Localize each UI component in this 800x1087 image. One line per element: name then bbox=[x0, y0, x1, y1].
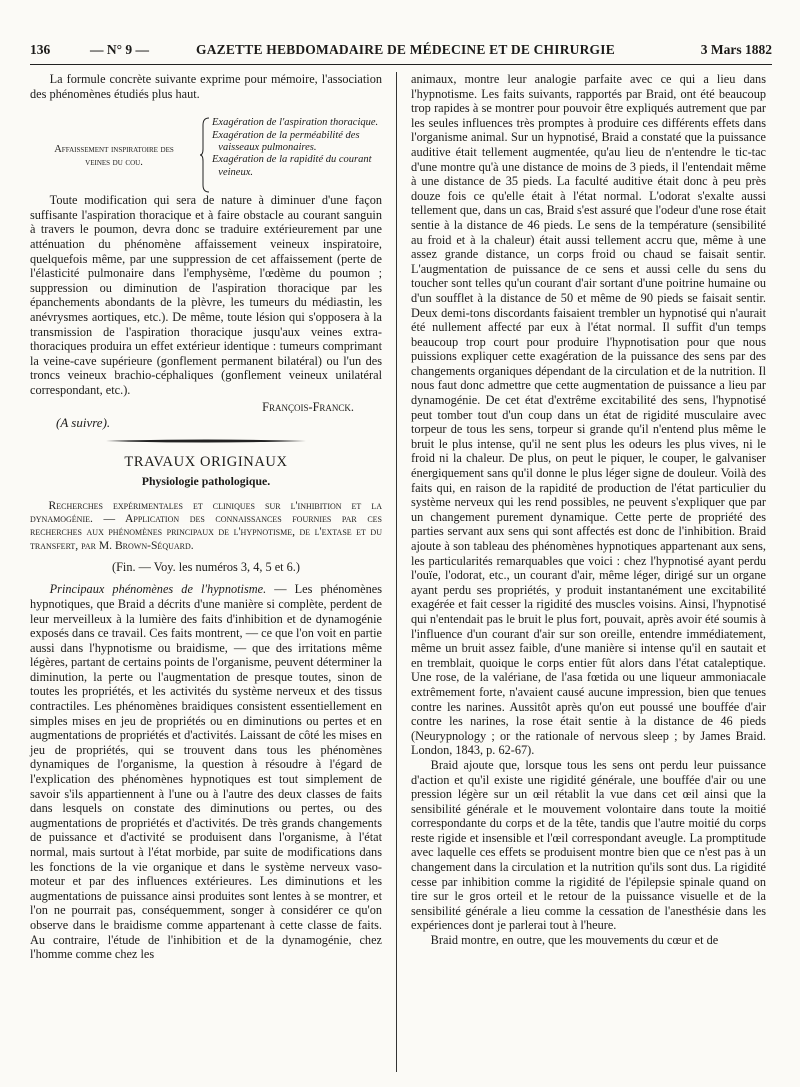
page-number: 136 bbox=[30, 42, 51, 57]
paragraph-lede: Principaux phénomènes de l'hypnotisme. bbox=[49, 582, 267, 597]
continued-note: (A suivre). bbox=[56, 415, 111, 431]
body-paragraph: animaux, montre leur analogie parfaite avec ce qui a lieu dans l'hypnotisme. Les faits suivants, rapportés par Braid, ont été beaucoup trop rapides à se montrer pour pouvoir être expliqués autrement que par les seules influences très promptes à produire ces différents effets dans l'organisme animal. Sur un hypnotisé, Braid a constaté que la puissance auditive était tellement augmentée, qu'au lieu de n'entendre le tic-tac d'une montre qu'à une distance de moins de 3 pieds, il l'entendait même à une distance de 35 pieds. La faculté auditive était donc à peu près douze fois ce qu'elle était à l'état normal. L'odorat s'exalte aussi tellement que, dans un cas, Braid s'est assuré que l'odeur d'une rose était sentie à la distance de 46 pieds. Le sens de la température (sensibilité au froid et à la chaleur) était aussi tellement accru que, même à une assez grande distance, un corps froid ou chaud se faisait sentir. L'augmentation de puissance de ce sens et aussi celle du sens du toucher sont telles qu'un courant d'air sortant d'une poitrine humaine ou d'un soufflet à la distance de 50 et même de 90 pieds se faisait sentir. Deux demi-tons discordants faisaient trembler un hypnotisé qui n'aurait été nullement affecté par eux à l'état normal. Il suffit d'un temps beaucoup trop court pour produire l'hypnotisation pour que nous puissions expliquer cette exagération de la puissance des sens par des changements organiques dépendant de la circulation et de la nutrition. Il nous faut donc admettre que cette augmentation de puissance a lieu par dynamogénie. De cet état d'extrême excitabilité des sens, l'hypnotisé peut tomber tout d'un coup dans un état de rigidité musculaire avec torpeur de tous les sens, torpeur si grande qu'il n'entend plus même le bruit le plus intense, qu'il ne sent plus les odeurs les plus vives, ni le froid ni la chaleur. De plus, on peut le piquer, le couper, le galvaniser énergiquement sans qu'il donne le plus léger signe de douleur. Voilà des faits qui, en raison de la rapidité de production de l'état particulier du système nerveux qui les rend possibles, ne peuvent s'expliquer que par un changement purement dynamique. Cette perte de propriété des parties servant aux sens qui sont affectés est donc de l'inhibition. Braid ajoute à son tableau des phénomènes hypnotiques appartenant aux sens, les particularités remarquables que voici : chez l'hypnotisé ayant perdu l'ouïe, l'odorat, etc., un courant d'air, même léger, dirigé sur un organe ayant perdu ses propriétés, y produit instantanément une excitabilité exagérée et fait cesser la rigidité des muscles voisins. Ainsi, l'hypnotisé qui n'entendait pas le bruit le plus fort, pouvait, après avoir été soumis à l'influence d'un courant d'air sur son oreille, entendre immédiatement, même un bruit assez faible, d'une manière si intense qu'il en sautait et en tremblait, quoique le corps entier fût alors dans l'état cataleptique. Une rose, de la valériane, de l'asa fœtida ou une liqueur ammoniacale extrêmement forte, n'avaient causé aucune impression, bien que tenues contre les narines. Aussitôt après qu'on eut poussé une bouffée d'air contre les narines, la rose était sentie à la distance de 46 pieds (Neurypnology ; or the rationale of nervous sleep ; by James Braid. London, 1843, p. 62-67). bbox=[411, 72, 766, 758]
journal-title: GAZETTE HEBDOMADAIRE DE MÉDECINE ET DE CHIRURGIE bbox=[196, 42, 615, 57]
intro-paragraph: La formule concrète suivante exprime pour mémoire, l'association des phénomènes étudiés plus haut. bbox=[30, 72, 382, 101]
formula-items bbox=[212, 117, 382, 179]
issue-date: 3 Mars 1882 bbox=[700, 42, 772, 57]
author-signature: François-Franck. bbox=[262, 399, 354, 414]
body-paragraph: Toute modification qui sera de nature à diminuer d'une façon suffisante l'aspiration thoracique et à faire obstacle au courant sanguin à travers le poumon, devra donc se traduire extérieurement par une atténuation du phénomène affaissement veineux inspiratoire, quelquefois même, par une suppression de cet affaissement (perte de l'élasticité pulmonaire dans l'emphysème, l'œdème du poumon ; suppression ou diminution de l'aspiration thoracique par les épanchements abondants de la plèvre, les tumeurs du médiastin, les anévrysmes aortiques, etc.). De même, toute lésion qui s'opposera à la transmission de l'aspiration thoracique jusqu'aux veines extra-thoraciques produira un effet extérieur identique : tumeurs comprimant la veine-cave supérieure (gonflement permanent bilatéral) ou l'un des troncs veineux brachio-céphaliques (gonflement veineux unilatéral correspondant, etc.). bbox=[30, 193, 382, 397]
body-paragraph: Braid montre, en outre, que les mouvements du cœur et de bbox=[430, 933, 719, 948]
running-header bbox=[30, 42, 772, 65]
formula-item: Exagération de la rapidité du courant veineux. bbox=[212, 154, 372, 178]
main-paragraph: Principaux phénomènes de l'hypnotisme. — Les phénomènes hypnotiques, que Braid a décrits d'une manière si complète, perdent de leur merveilleux à la lumière des faits d'inhibition et de dynamogénie exposés dans ce travail. Ces faits montrent, — ce que l'on voit en partie aussi dans l'hypnotisme ou braidisme, — que des irritations même légères, partant de certains points de l'organisme, peuvent déterminer la diminution, la perte ou l'augmentation de presque toutes, sinon de toutes les propriétés, et les activités du système nerveux et des tissus contractiles. Les phénomènes braidiques consistent essentiellement en simples mises en jeu de propriétés ou en diminutions ou pertes et en augmentations de propriétés et d'activités. Laissant de côté les mises en jeu de propriétés, qui se trouvent dans tous les phénomènes dynamiques de l'organisme, la question à résoudre à l'égard de l'explication des phénomènes hypnotiques est tout simplement de savoir s'ils appartiennent à l'une ou à l'autre des deux classes de faits dans lesquels on constate des diminutions ou pertes, ou des augmentations de propriétés et d'activités. De très grands changements de puissance et d'activité se produisent dans l'organisme, à l'état normal, mais surtout à l'état morbide, par suite de modifications dans les fonctions de la vie organique et dans le système nerveux vaso-moteur et par des influences extérieures. Les diminutions et les augmentations de puissance ainsi produites sont lentes à se montrer, et l'on ne pourrait pas, conséquemment, songer à considérer ce qu'on observe dans le braidisme comme appartenant à cette classe de faits. Au contraire, l'étude de l'inhibition et de la dynamogénie, chez l'homme comme chez les bbox=[30, 582, 382, 962]
right-column bbox=[411, 72, 766, 948]
section-subtitle: Physiologie pathologique. bbox=[141, 474, 271, 489]
paper-author: M. Brown-Séquard. bbox=[98, 538, 194, 552]
formula-item: Exagération de l'aspiration thoracique. bbox=[212, 117, 379, 129]
formula-label: Affaissement inspiratoire des veines du cou. bbox=[54, 144, 174, 169]
formula-item: Exagération de la perméabilité des vaisseaux pulmonaires. bbox=[212, 129, 360, 153]
brace-icon bbox=[198, 117, 212, 179]
paper-title: Recherches expérimentales et cliniques sur l'inhibition et la dynamogénie. — Application des connaissances fournies par ces recherches aux phénomènes principaux de l'hypnotisme, de l'extase et du transfert, par M. Brown-Séquard. bbox=[30, 498, 382, 552]
section-divider bbox=[106, 439, 306, 443]
body-paragraph: Braid ajoute que, lorsque tous les sens ont perdu leur puissance d'action et qu'il existe une rigidité générale, une bouffée d'air ou une pression légère sur un œil rétablit la vue dans cet œil ainsi que la sensibilité générale et le mouvement volontaire dans toute la moitié correspondante du corps et de la tête, tandis que l'autre moitié du corps reste rigide et insensible et l'œil correspondant aveugle. La promptitude avec laquelle ces effets se produisent montre bien que ce n'est pas à un changement dans la circulation et la nutrition qu'ils sont dus. La rigidité cesse par inhibition comme la rigidité de l'épilepsie spinale quand on tire sur le gros orteil et le retour de la puissance visuelle et de la sensibilité générale a lieu comme la cessation de l'anesthésie dans les expériences dont je parlerai tout à l'heure. bbox=[411, 757, 766, 933]
brace-icon bbox=[200, 117, 210, 193]
column-divider bbox=[396, 72, 397, 1072]
section-title: TRAVAUX ORIGINAUX bbox=[124, 453, 288, 470]
continuation-note: (Fin. — Voy. les numéros 3, 4, 5 et 6.) bbox=[112, 559, 300, 574]
left-column bbox=[30, 72, 382, 962]
formula-block bbox=[30, 117, 382, 179]
issue-number: — N° 9 — bbox=[90, 42, 150, 57]
